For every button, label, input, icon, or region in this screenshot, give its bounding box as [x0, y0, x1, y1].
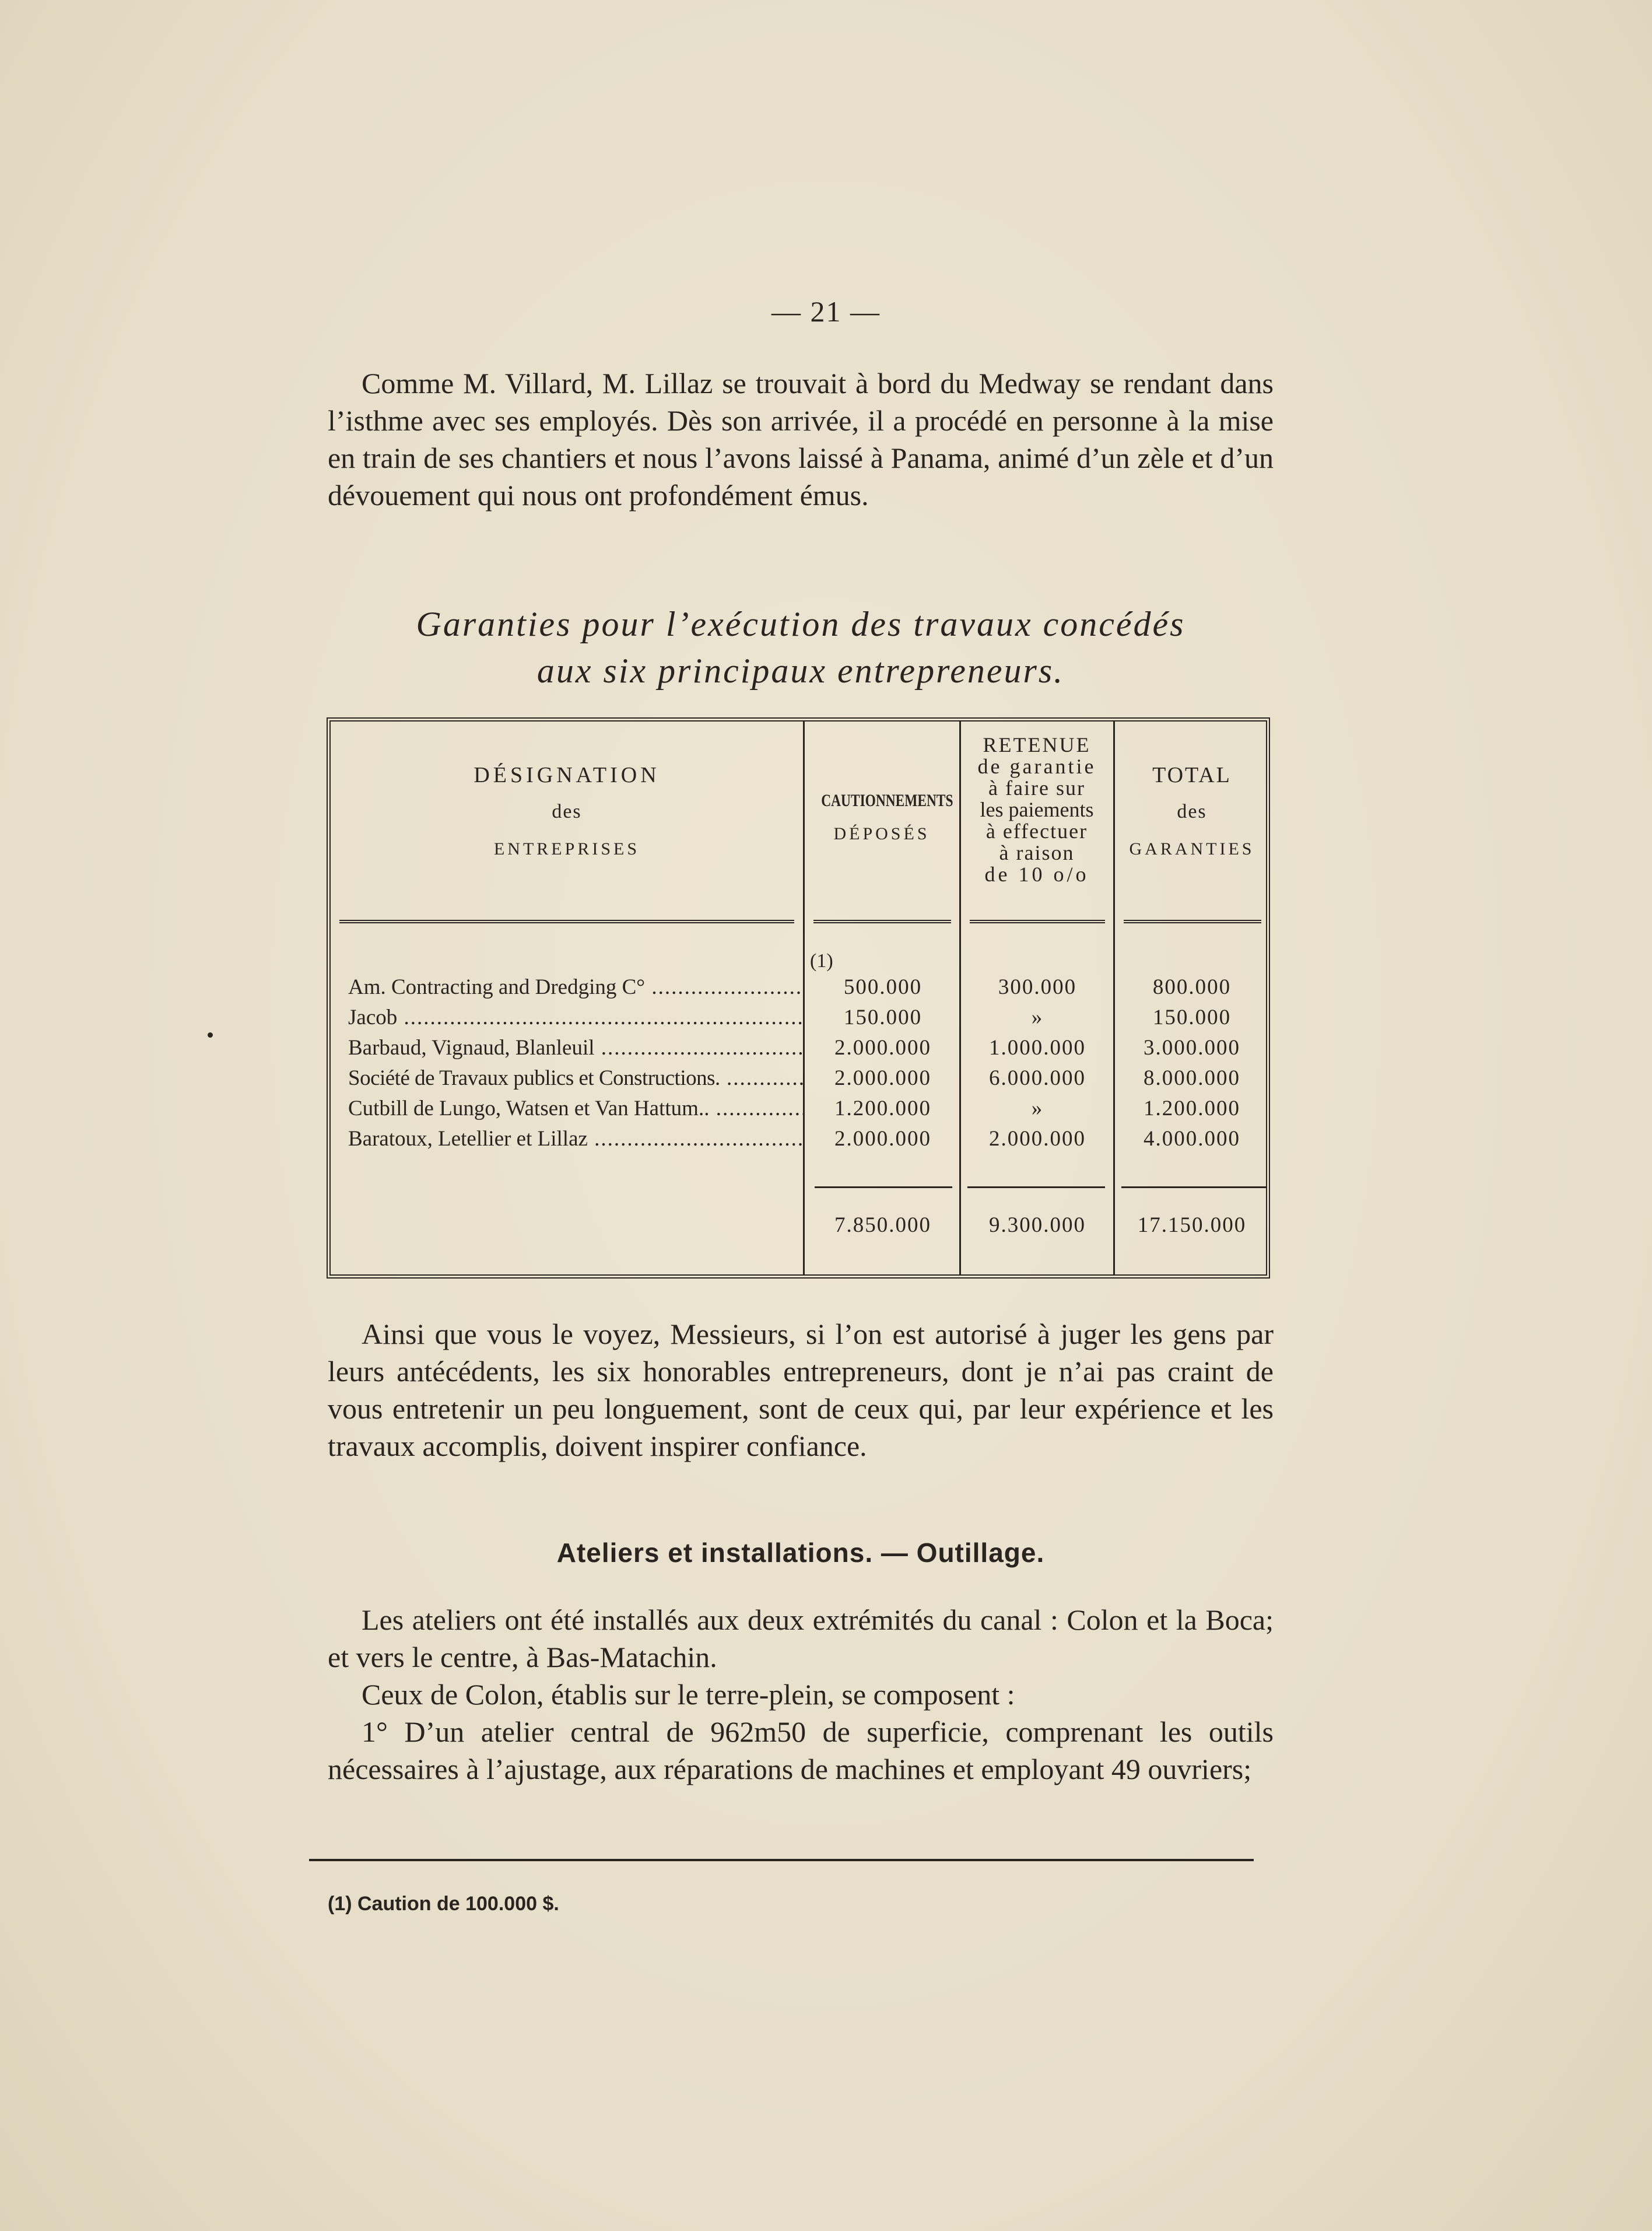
table-row	[331, 1124, 1266, 1154]
table-row	[331, 972, 1266, 1003]
paragraph-4: Ceux de Colon, établis sur le terre-plein, se composent :	[362, 1678, 1015, 1711]
header-total-line1: TOTAL	[1152, 763, 1232, 787]
footnote: (1) Caution de 100.000 $.	[328, 1893, 559, 1915]
row-cautionnements: 2.000.000	[834, 1127, 931, 1151]
header-retenue-line2: de garantie	[977, 755, 1096, 778]
paragraph-3: Les ateliers ont été installés aux deux extrémités du canal : Colon et la Boca; et vers le centre, à Bas-Matachin.	[328, 1603, 1274, 1673]
intro-text: Comme M. Villard, M. Lillaz se trouvait à bord du Medway se rendant dans l’isthme avec ses employés. Dès son arrivée, il a procédé en personne à la mise en train de ses chantiers et nous l’avons laissé à Panama, animé d’un zèle et d’un dévouement qui nous ont profondément émus.	[328, 367, 1274, 512]
row-cautionnements: 150.000	[843, 1006, 923, 1029]
row-name: Société de Travaux publics et Constructions. .....	[348, 1063, 803, 1094]
row-name: Baratoux, Letellier et Lillaz .....	[348, 1124, 803, 1154]
paragraph-5: 1° D’un atelier central de 962m50 de superficie, comprenant les outils nécessaires à l’ajustage, aux réparations de machines et employant 49 ouvriers;	[328, 1715, 1274, 1785]
header-cautionnements-line2: DÉPOSÉS	[833, 824, 930, 843]
paragraph-2	[328, 1315, 1274, 1465]
header-retenue-line7: de 10 o/o	[984, 863, 1089, 886]
row-total: 1.200.000	[1144, 1097, 1240, 1120]
table-row	[331, 1003, 1266, 1033]
row-retenue: 2.000.000	[989, 1127, 1086, 1151]
table-row	[331, 1094, 1266, 1124]
header-retenue-line6: à raison	[999, 841, 1075, 864]
header-designation-line2: des	[552, 801, 582, 822]
header-total-line2: des	[1177, 801, 1207, 822]
header-retenue-line5: à effectuer	[985, 819, 1088, 843]
row-total: 4.000.000	[1144, 1127, 1240, 1151]
header-total	[1116, 762, 1268, 859]
row-total: 800.000	[1152, 975, 1232, 999]
footnote-marker: (1)	[810, 950, 833, 972]
subsection-title: Ateliers et installations. — Outillage.	[556, 1537, 1045, 1568]
footnote-rule	[309, 1859, 1254, 1861]
header-total-line3: GARANTIES	[1129, 839, 1255, 859]
table-row	[331, 1063, 1266, 1094]
page-number: — 21 —	[771, 295, 881, 328]
header-retenue-line4: les paiements	[980, 798, 1094, 821]
row-retenue: »	[1031, 1006, 1044, 1029]
sum-rule	[1121, 1186, 1267, 1188]
row-cautionnements: 2.000.000	[834, 1036, 931, 1060]
header-cautionnements-line1: CAUTIONNEMENTS	[821, 791, 953, 810]
row-total: 150.000	[1152, 1006, 1232, 1029]
row-cautionnements: 500.000	[843, 975, 923, 999]
sum-rule	[967, 1186, 1105, 1188]
row-retenue: »	[1031, 1097, 1044, 1120]
header-designation-line1: DÉSIGNATION	[473, 763, 660, 787]
header-rule	[813, 920, 951, 923]
row-cautionnements: 1.200.000	[834, 1097, 931, 1120]
row-name: Barbaud, Vignaud, Blanleuil .....	[348, 1033, 803, 1063]
header-rule	[970, 920, 1105, 923]
row-cautionnements: 2.000.000	[834, 1066, 931, 1090]
total-cautionnements: 7.850.000	[834, 1213, 931, 1237]
total-retenue: 9.300.000	[989, 1213, 1086, 1237]
header-retenue-line3: à faire sur	[988, 776, 1085, 800]
header-rule	[1124, 920, 1261, 923]
row-retenue: 300.000	[998, 975, 1077, 999]
sum-rule	[815, 1186, 952, 1188]
intro-paragraph	[328, 365, 1274, 514]
row-name: Cutbill de Lungo, Watsen et Van Hattum.. .....	[348, 1094, 803, 1124]
header-rule	[339, 920, 794, 923]
row-retenue: 6.000.000	[989, 1066, 1086, 1090]
header-designation	[331, 762, 803, 859]
table-row	[331, 1033, 1266, 1063]
header-cautionnements	[804, 790, 959, 844]
paragraph-group	[328, 1601, 1274, 1788]
ink-speck	[208, 1032, 213, 1038]
section-title-line-2: aux six principaux entrepreneurs.	[536, 652, 1065, 690]
section-title-line-1: Garanties pour l’exécution des travaux concédés	[416, 605, 1185, 643]
total-garanties: 17.150.000	[1137, 1213, 1247, 1237]
header-retenue	[960, 734, 1113, 885]
header-retenue-line1: RETENUE	[983, 733, 1091, 756]
guarantees-table	[327, 717, 1270, 1279]
row-total: 3.000.000	[1144, 1036, 1240, 1060]
row-retenue: 1.000.000	[989, 1036, 1086, 1060]
paragraph-2-text: Ainsi que vous le voyez, Messieurs, si l’on est autorisé à juger les gens par leurs antécédents, les six honorables entrepreneurs, dont je n’ai pas craint de vous entretenir un peu longuement, sont de ceux qui, par leur expérience et les travaux accomplis, doivent inspirer confiance.	[328, 1318, 1274, 1462]
row-name: Am. Contracting and Dredging C° .....	[348, 972, 803, 1003]
totals-row	[331, 1210, 1266, 1241]
header-designation-line3: ENTREPRISES	[493, 839, 640, 859]
row-total: 8.000.000	[1144, 1066, 1240, 1090]
section-title	[328, 601, 1274, 694]
row-name: Jacob .....	[348, 1003, 803, 1033]
